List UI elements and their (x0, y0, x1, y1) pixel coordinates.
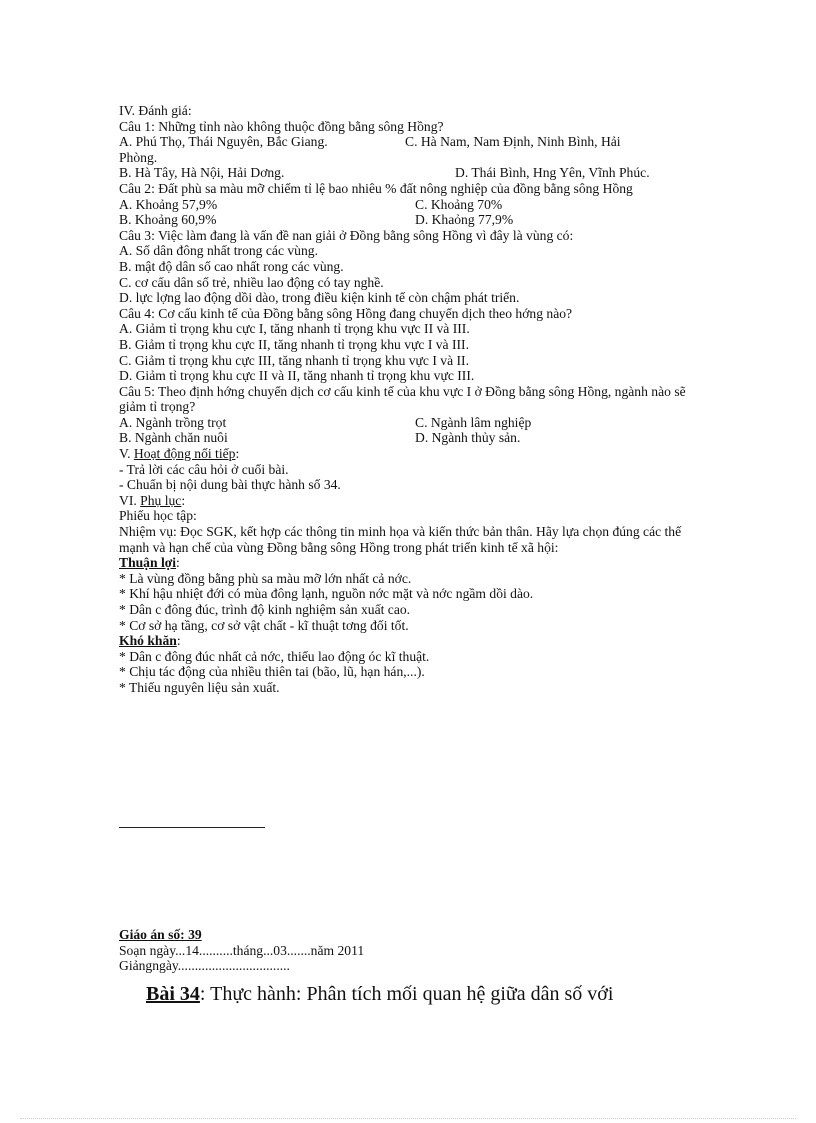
advantage-item: * Dân c đông đúc, trình độ kinh nghiệm sản xuất cao. (119, 602, 411, 617)
lesson-plan-number: Giáo án số: 39 (119, 927, 202, 942)
advantage-item: * Là vùng đồng bằng phù sa màu mỡ lớn nhất cả nớc. (119, 570, 412, 586)
q3-option-d: D. lực lợng lao động dồi dào, trong điều kiện kinh tế còn chậm phát triển. (119, 290, 520, 306)
section-5-item-1: - Trả lời các câu hỏi ở cuối bài. (119, 461, 289, 477)
q5-option-c: C. Ngành lâm nghiệp (415, 414, 532, 430)
q2-option-b: B. Khoảng 60,9% (119, 212, 217, 228)
advantage-item: * Khí hậu nhiệt đới có mùa đông lạnh, nguồn nớc mặt và nớc ngầm dồi dào. (119, 586, 534, 602)
question-4: Câu 4: Cơ cấu kinh tế của Đồng bằng sông Hồng đang chuyển dịch theo hớng nào? (119, 305, 573, 321)
section-4-heading: IV. Đánh giá: (119, 103, 192, 118)
section-6-title: Phụ lục (140, 492, 182, 508)
q1-option-c-continued: Phòng. (119, 149, 158, 165)
difficulty-item: * Dân c đông đúc nhất cả nớc, thiếu lao động óc kĩ thuật. (119, 648, 430, 664)
q5-option-b: B. Ngành chăn nuôi (119, 430, 228, 446)
question-5: Câu 5: Theo định hớng chuyển dịch cơ cấu kinh tế của khu vực I ở Đồng bằng sông Hồng, ngành nào sẽ giảm tỉ trọng? (119, 383, 686, 415)
section-5-title: Hoạt động nối tiếp (133, 446, 236, 462)
q4-option-c: C. Giảm tỉ trọng khu cực III, tăng nhanh tỉ trọng khu vực I và II. (119, 352, 469, 368)
advantages-heading: Thuận lợi: (119, 555, 180, 571)
q4-option-a: A. Giảm tỉ trọng khu cực I, tăng nhanh tỉ trọng khu vực II và III. (119, 321, 470, 337)
q2-options-row-1 (119, 197, 699, 213)
worksheet-label: Phiếu học tập: (119, 508, 197, 524)
advantage-item: * Cơ sở hạ tầng, cơ sở vật chất - kĩ thuật tơng đối tốt. (119, 617, 409, 633)
difficulty-item: * Thiếu nguyên liệu sản xuất. (119, 679, 280, 695)
page-bottom-border (20, 1118, 796, 1119)
q5-option-d: D. Ngành thủy sản. (415, 430, 521, 446)
q1-options-row-1 (119, 134, 699, 150)
prepared-date: Soạn ngày...14..........tháng...03.......năm 2011 (119, 942, 365, 958)
next-lesson-header (119, 927, 719, 974)
q2-option-d: D. Khaỏng 77,9% (415, 212, 514, 228)
q3-option-a: A. Số dân đông nhất trong các vùng. (119, 243, 318, 259)
q2-options-row-2 (119, 212, 699, 228)
q5-option-a: A. Ngành trồng trọt (119, 414, 227, 430)
q1-options-row-2 (119, 165, 699, 181)
question-2: Câu 2: Đất phù sa màu mỡ chiếm tỉ lệ bao nhiêu % đất nông nghiệp của đồng bằng sông Hồng (119, 180, 633, 196)
q2-option-a: A. Khoảng 57,9% (119, 196, 218, 212)
q1-option-c: C. Hà Nam, Nam Định, Ninh Bình, Hải (405, 134, 621, 150)
q5-options-row-1 (119, 415, 699, 431)
lesson-title (146, 982, 786, 1006)
worksheet-task: Nhiệm vụ: Đọc SGK, kết hợp các thông tin minh họa và kiến thức bản thân. Hãy lựa chọn đúng các thế mạnh và hạn chế của vùng Đồng bằng sông Hồng trong phát triển kinh tế xã hội: (119, 524, 682, 555)
q1-option-d: D. Thái Bình, Hng Yên, Vĩnh Phúc. (455, 165, 650, 181)
q3-option-b: B. mật độ dân số cao nhất rong các vùng. (119, 258, 344, 274)
question-3: Câu 3: Việc làm đang là vấn đề nan giải ở Đồng bằng sông Hồng vì đây là vùng có: (119, 227, 574, 243)
section-5-heading: V. Hoạt động nối tiếp: (119, 446, 240, 462)
q1-option-a: A. Phú Thọ, Thái Nguyên, Bắc Giang. (119, 134, 328, 150)
lesson-number: Bài 34 (146, 983, 200, 1005)
q5-options-row-2 (119, 430, 699, 446)
q4-option-b: B. Giảm tỉ trọng khu cực II, tăng nhanh tỉ trọng khu vực I và III. (119, 336, 469, 352)
taught-date: Giảngngày................................. (119, 958, 290, 974)
lesson-title-text: : Thực hành: Phân tích mối quan hệ giữa dân số với (199, 983, 614, 1005)
footnote-separator (119, 827, 265, 828)
q1-option-b: B. Hà Tây, Hà Nội, Hải Dơng. (119, 165, 285, 181)
section-6-heading: VI. Phụ lục: (119, 492, 186, 508)
q2-option-c: C. Khoảng 70% (415, 196, 503, 212)
document-body (119, 103, 699, 696)
q3-option-c: C. cơ cấu dân số trẻ, nhiều lao động có tay nghề. (119, 274, 384, 290)
section-5-item-2: - Chuẩn bị nội dung bài thực hành số 34. (119, 477, 341, 493)
difficulty-item: * Chịu tác động của nhiều thiên tai (bão, lũ, hạn hán,...). (119, 664, 425, 680)
q4-option-d: D. Giảm tỉ trọng khu cực II và II, tăng nhanh tỉ trọng khu vực III. (119, 368, 475, 384)
question-1: Câu 1: Những tỉnh nào không thuộc đồng bằng sông Hồng? (119, 118, 444, 134)
difficulties-heading: Khó khăn: (119, 633, 181, 649)
